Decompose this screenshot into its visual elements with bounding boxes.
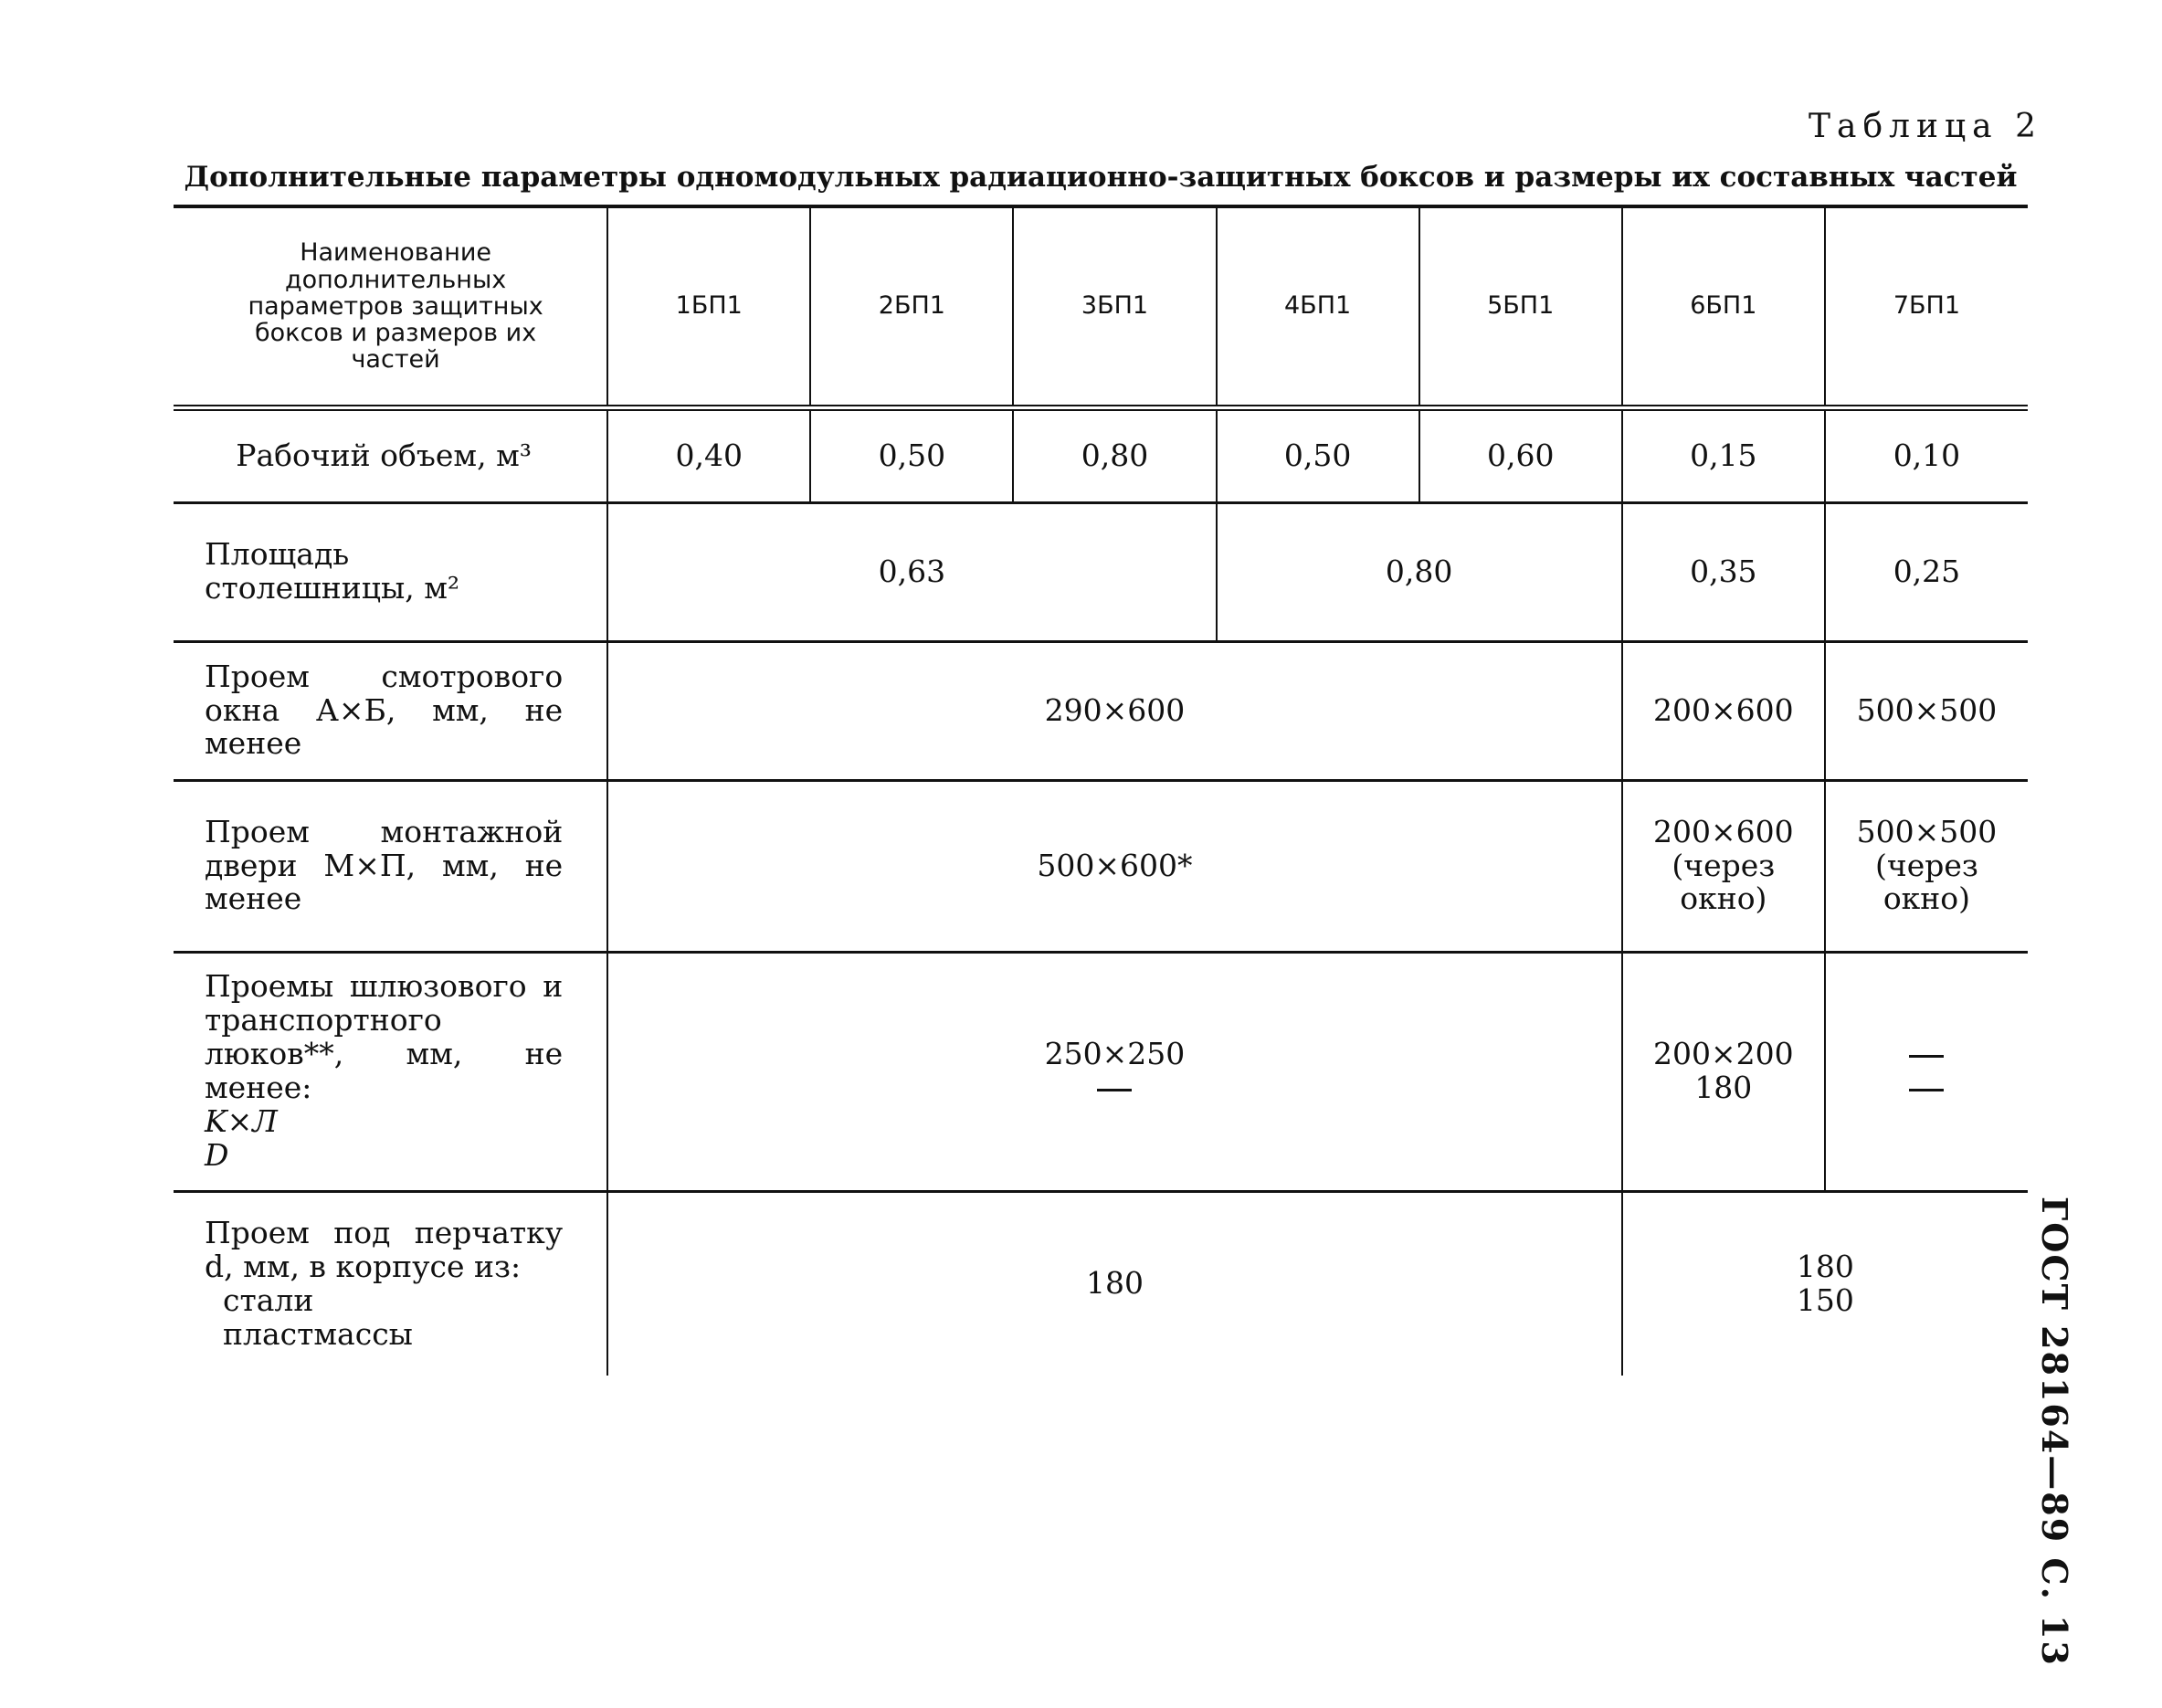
header-model: 6БП1 <box>1622 206 1825 407</box>
table-cell: 0,15 <box>1622 407 1825 502</box>
cell-note: (через окно) <box>1672 847 1776 917</box>
row-label-text: Проем под перчатку d, мм, в корпусе из: <box>205 1214 564 1284</box>
cell-value: 180 <box>1694 1070 1753 1105</box>
row-label: Проем смотрового окна А×Б, мм, не менее <box>174 641 607 780</box>
header-model: 1БП1 <box>607 206 810 407</box>
header-model: 3БП1 <box>1013 206 1216 407</box>
table-cell: 0,10 <box>1825 407 2028 502</box>
header-row <box>174 206 2028 407</box>
table-cell: 290×600 <box>607 641 1622 780</box>
cell-value: 200×600 <box>1653 813 1794 849</box>
table-cell: 0,60 <box>1419 407 1622 502</box>
table-cell: 200×600 <box>1622 641 1825 780</box>
table-cell: 180 <box>607 1191 1622 1376</box>
material-label: пластмассы <box>223 1315 413 1352</box>
table-cell: 0,50 <box>1217 407 1419 502</box>
table-number-label: Таблица 2 <box>1809 108 2042 145</box>
row-hatches <box>174 952 2028 1191</box>
header-model: 7БП1 <box>1825 206 2028 407</box>
table-cell: 0,63 <box>607 502 1216 641</box>
cell-value: 150 <box>1796 1281 1854 1318</box>
row-label: Площадь столешницы, м² <box>174 502 607 641</box>
cell-value: 180 <box>1796 1248 1854 1284</box>
table-cell <box>1622 780 1825 952</box>
page-label: ГОСТ 28164—89 С. 13 <box>2034 1197 2075 1667</box>
header-model: 5БП1 <box>1419 206 1622 407</box>
dash-mark <box>616 1071 1614 1105</box>
row-tabletop-area <box>174 502 2028 641</box>
cell-value: 500×500 <box>1856 813 1998 849</box>
material-label: стали <box>223 1281 314 1318</box>
formula-top: K×Л <box>205 1102 278 1139</box>
row-glove-port <box>174 1191 2028 1376</box>
row-label <box>174 952 607 1191</box>
table-cell <box>1622 952 1825 1191</box>
dash-mark <box>1833 1038 2020 1071</box>
parameters-table <box>174 205 2028 1376</box>
table-title: Дополнительные параметры одномодульных радиационно-защитных боксов и размеры их составных частей <box>184 161 2018 194</box>
table-cell: 0,35 <box>1622 502 1825 641</box>
table-cell: 0,40 <box>607 407 810 502</box>
cell-value: 250×250 <box>1044 1036 1186 1072</box>
table-cell: 0,80 <box>1217 502 1622 641</box>
row-viewing-window <box>174 641 2028 780</box>
cell-value: 200×200 <box>1653 1036 1794 1072</box>
table-cell <box>607 952 1622 1191</box>
table-cell: 0,50 <box>810 407 1013 502</box>
table-cell: 0,25 <box>1825 502 2028 641</box>
row-working-volume <box>174 407 2028 502</box>
header-model: 4БП1 <box>1217 206 1419 407</box>
row-label: Проем монтажной двери М×П, мм, не менее <box>174 780 607 952</box>
table-cell: 0,80 <box>1013 407 1216 502</box>
table-cell: 500×600* <box>607 780 1622 952</box>
row-label: Рабочий объем, м³ <box>174 407 607 502</box>
formula-bottom: D <box>205 1136 229 1173</box>
table-cell <box>1825 952 2028 1191</box>
cell-note: (через окно) <box>1875 847 1978 917</box>
dash-mark <box>1833 1071 2020 1105</box>
table-cell <box>1622 1191 2028 1376</box>
header-parameter-name: Наименование дополнительных параметров защитных боксов и размеров их частей <box>174 206 607 407</box>
table-cell: 500×500 <box>1825 641 2028 780</box>
row-mounting-door <box>174 780 2028 952</box>
header-model: 2БП1 <box>810 206 1013 407</box>
table-cell <box>1825 780 2028 952</box>
row-label <box>174 1191 607 1376</box>
row-label-text: Проемы шлюзового и транспортного люков**, мм, не менее: <box>205 968 564 1105</box>
